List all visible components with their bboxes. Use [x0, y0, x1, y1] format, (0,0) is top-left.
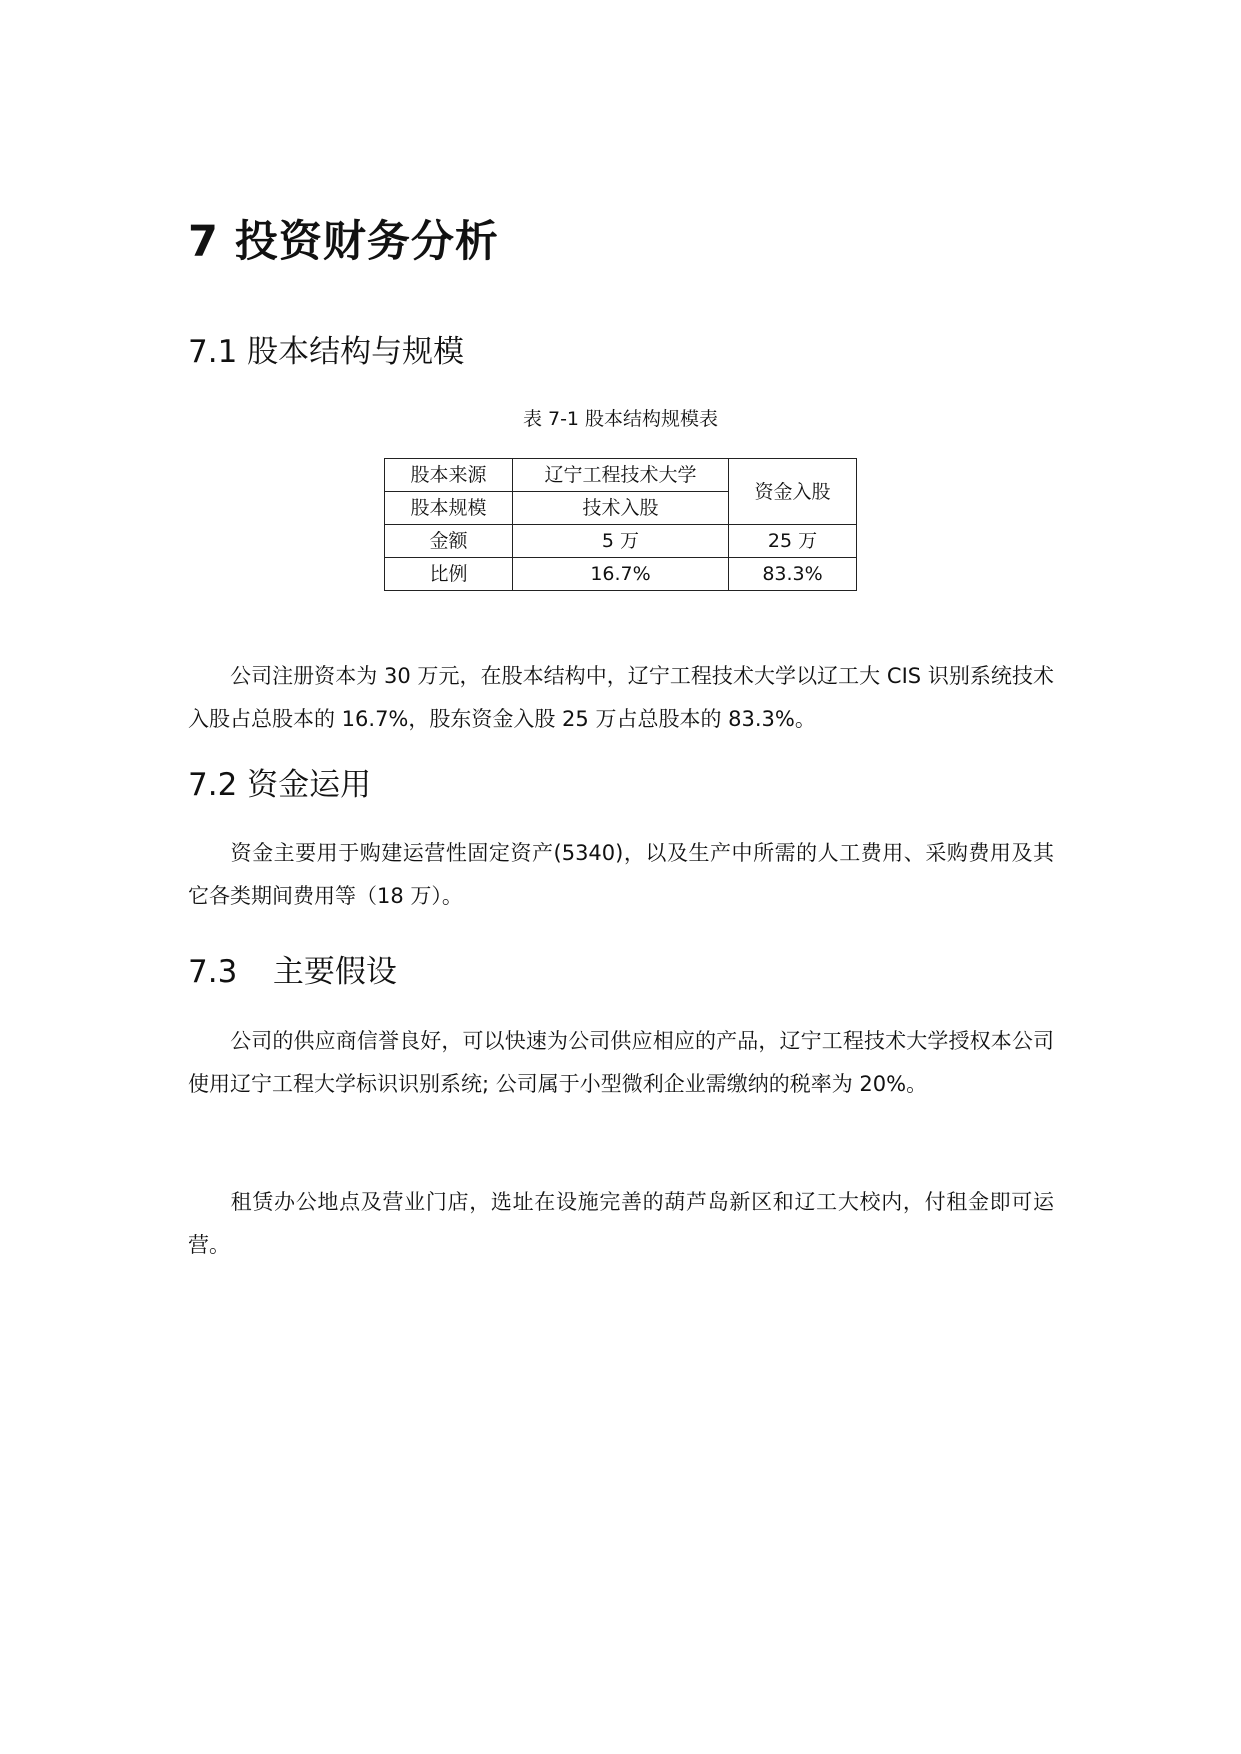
equity-structure-table — [384, 458, 857, 591]
section-heading-text: 股本结构与规模 — [247, 334, 465, 370]
section-heading-text: 资金运用 — [247, 767, 372, 803]
paragraph-rental — [188, 1181, 1054, 1267]
section-heading-7-2 — [188, 763, 371, 807]
section-heading-7-1 — [188, 330, 464, 374]
header-capital-investment: 资金入股 — [729, 459, 857, 525]
paragraph-text: 公司注册资本为 30 万元，在股本结构中，辽宁工程技术大学以辽工大 CIS 识别系统技术入股占总股本的 16.7%，股东资金入股 25 万占总股本的 83.3%。 — [188, 664, 1054, 731]
table-row — [385, 558, 857, 591]
table-caption: 表 7-1 股本结构规模表 — [522, 408, 719, 430]
header-university: 辽宁工程技术大学 — [513, 459, 729, 492]
paragraph-assumptions — [188, 1020, 1054, 1106]
table-row — [385, 525, 857, 558]
header-equity-scale: 股本规模 — [385, 492, 513, 525]
paragraph-text: 资金主要用于购建运营性固定资产(5340)，以及生产中所需的人工费用、采购费用及其它各类期间费用等（18 万）。 — [188, 841, 1054, 908]
section-number: 7.2 — [188, 767, 238, 803]
cell-capital: 25 万 — [729, 525, 857, 558]
paragraph-text: 公司的供应商信誉良好，可以快速为公司供应相应的产品，辽宁工程技术大学授权本公司使用辽宁工程大学标识识别系统; 公司属于小型微利企业需缴纳的税率为 20%。 — [188, 1029, 1054, 1096]
cell-tech: 5 万 — [513, 525, 729, 558]
paragraph-registered-capital — [188, 655, 1054, 741]
section-heading-text: 主要假设 — [272, 954, 397, 990]
chapter-title: 7 投资财务分析 — [188, 217, 499, 267]
paragraph-text: 租赁办公地点及营业门店，选址在设施完善的葫芦岛新区和辽工大校内，付租金即可运营。 — [188, 1190, 1054, 1257]
row-label: 比例 — [385, 558, 513, 591]
paragraph-fund-usage — [188, 832, 1054, 918]
header-tech-investment: 技术入股 — [513, 492, 729, 525]
section-number: 7.3 — [188, 954, 238, 990]
section-number: 7.1 — [188, 334, 238, 370]
row-label: 金额 — [385, 525, 513, 558]
cell-tech: 16.7% — [513, 558, 729, 591]
header-equity-source: 股本来源 — [385, 459, 513, 492]
cell-capital: 83.3% — [729, 558, 857, 591]
section-heading-7-3 — [188, 950, 397, 994]
